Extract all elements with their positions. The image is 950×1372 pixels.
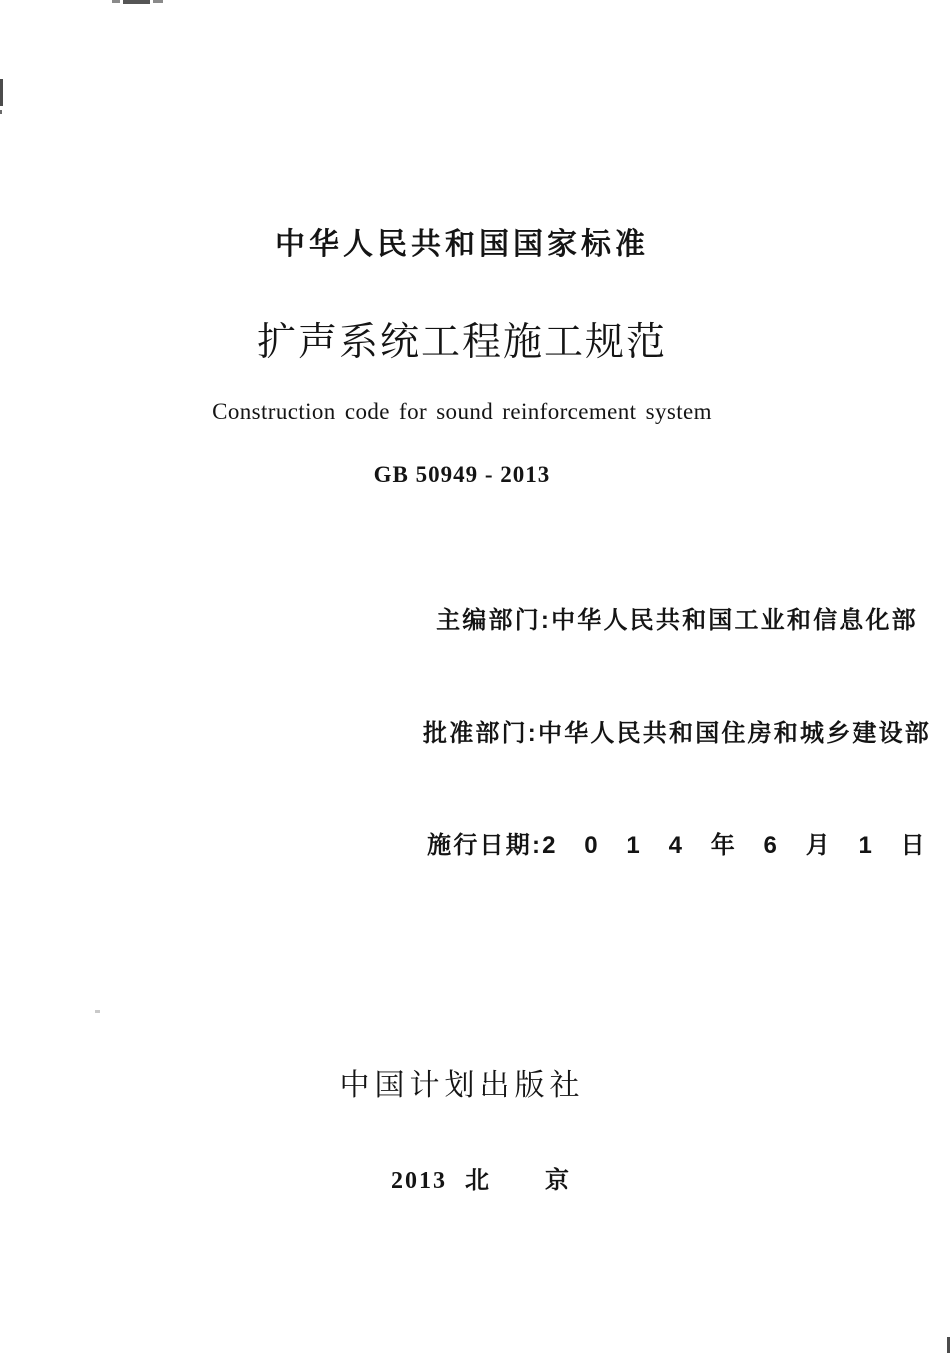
info-line-approving-dept: 批准部门:中华人民共和国住房和城乡建设部 (423, 719, 931, 747)
standard-number: GB 50949 - 2013 (373, 462, 551, 487)
info-line-effective-date: 施行日期:2 0 1 4 年 6 月 1 日 (427, 832, 927, 859)
imprint-line (0, 1133, 924, 1222)
imprint-city-first: 北 (465, 1168, 489, 1194)
imprint-year: 2013 (391, 1168, 447, 1194)
imprint-city-second: 京 (545, 1168, 569, 1194)
standard-heading: 中华人民共和国国家标准 (275, 228, 649, 261)
info-line-chief-editing-dept: 主编部门:中华人民共和国工业和信息化部 (436, 607, 918, 634)
document-title-en: Construction code for sound reinforcement system (212, 399, 712, 424)
document-title-cn: 扩声系统工程施工规范 (256, 321, 667, 364)
publication-info-block (215, 527, 950, 940)
publisher-name: 中国计划出版社 (339, 1069, 585, 1102)
